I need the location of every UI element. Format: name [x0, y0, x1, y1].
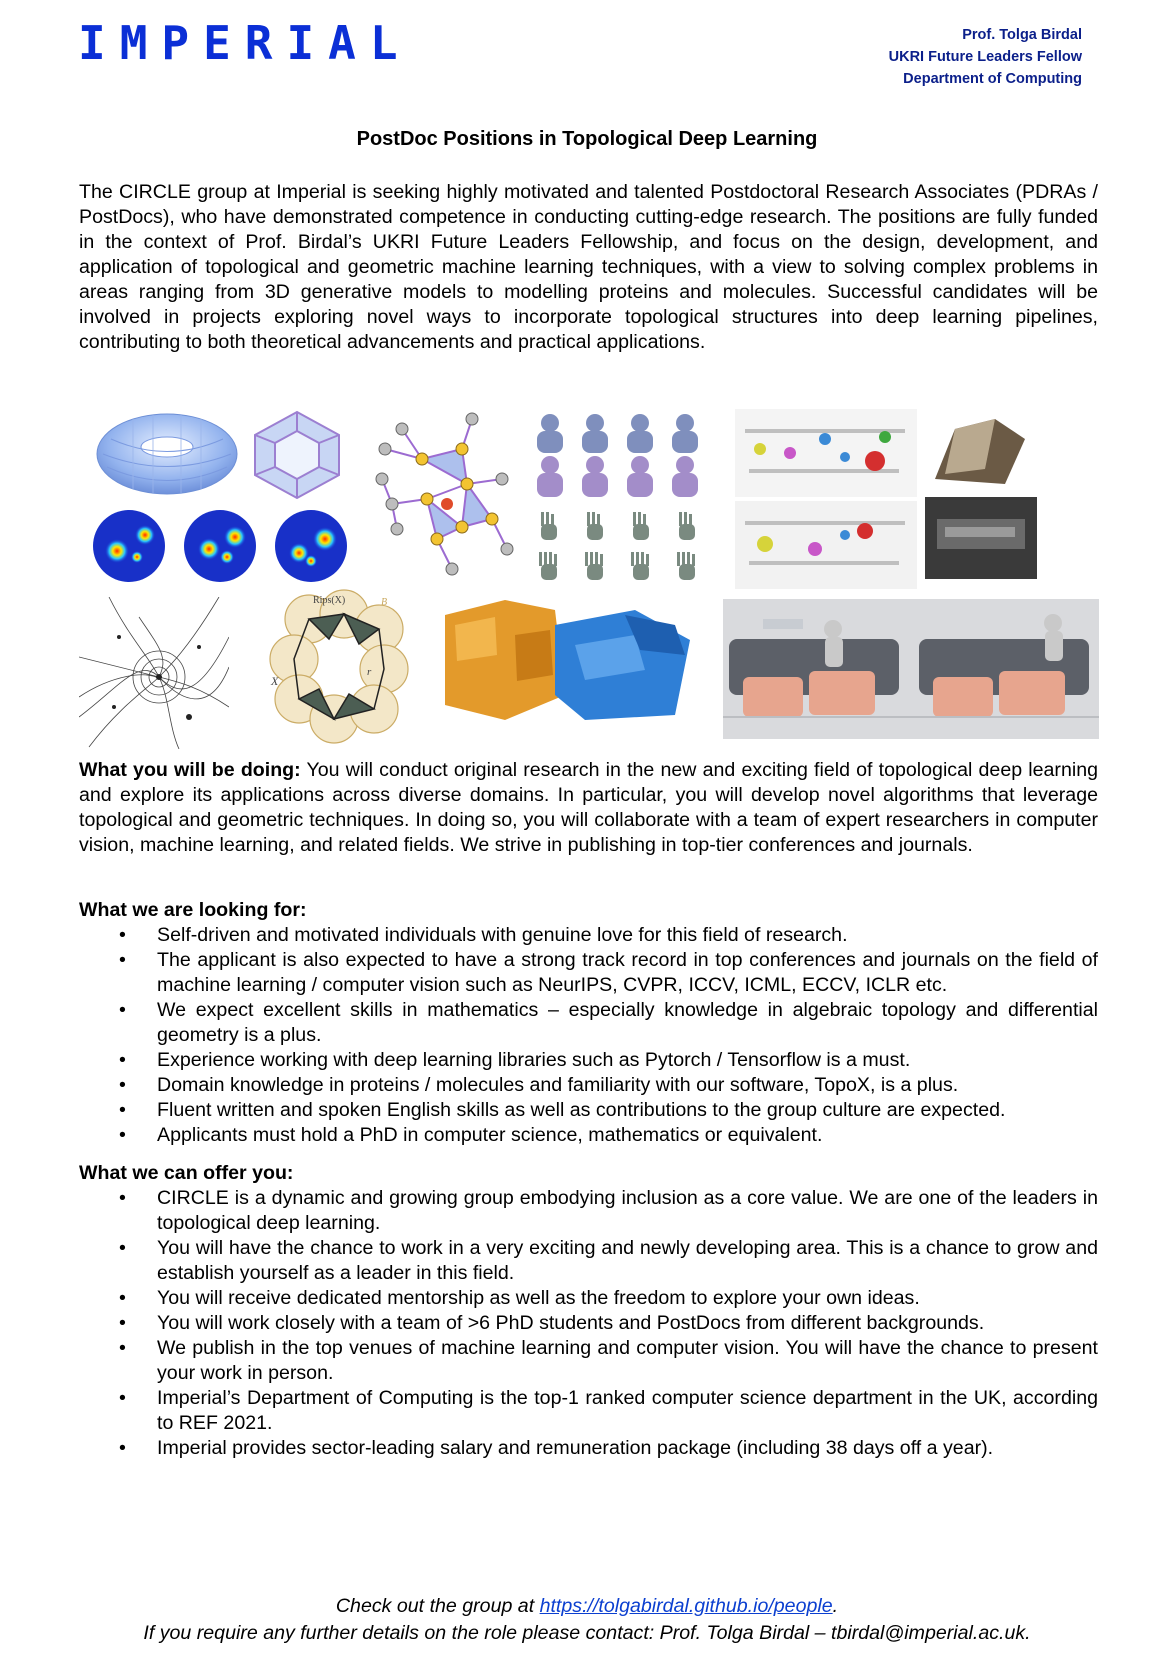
author-department: Department of Computing: [903, 71, 1082, 87]
x-label: X: [271, 674, 279, 688]
simplicial-complex-figure: [367, 409, 517, 589]
looking-list: [79, 923, 1098, 1148]
bullet-icon: •: [119, 999, 126, 1021]
list-item: • Experience working with deep learning libraries such as Pytorch / Tensorflow is a must.: [119, 1049, 911, 1071]
list-item: • Imperial’s Department of Computing is the top-1 ranked computer science department in the UK, according to REF 2021.: [119, 1387, 1098, 1434]
list-item: • Applicants must hold a PhD in computer science, mathematics or equivalent.: [119, 1124, 823, 1146]
author-name: Prof. Tolga Birdal: [962, 27, 1082, 43]
list-item: • The applicant is also expected to have a strong track record in top conferences and journals on the field of machine learning / computer vision such as NeurIPS, CVPR, ICCV, ICML, ECCV, ICLR etc.: [119, 949, 1098, 996]
author-block: [889, 24, 1082, 90]
room-scan-figure: [925, 409, 1037, 579]
human-meshes-figure: [525, 409, 713, 501]
offer-list: [79, 1186, 1098, 1461]
looking-section: [79, 898, 1098, 1148]
page-title: PostDoc Positions in Topological Deep Learning: [356, 128, 818, 150]
bullet-icon: •: [119, 1437, 126, 1459]
b-label: B: [381, 597, 388, 608]
hand-meshes-figure: [527, 507, 713, 587]
list-item: • We expect excellent skills in mathematics – especially knowledge in algebraic topology and differential geometry is a plus.: [119, 999, 1098, 1046]
point-cloud-scenes-figure: [735, 409, 917, 589]
bullet-icon: •: [119, 949, 126, 971]
imperial-logo: IMPERIAL: [78, 16, 412, 70]
sofa-scenes-figure: [723, 599, 1099, 739]
bullet-icon: •: [119, 1287, 126, 1309]
rips-complex-figure: [269, 589, 409, 749]
doing-text: You will conduct original research in the new and exciting field of topological deep learning and explore its applications across diverse domains. In particular, you will develop novel algorithms that leverage topological and geometric techniques. In doing so, you will collaborate with a team of expert researchers in computer vision, machine learning, and related fields. We strive in publishing in top-tier conferences and journals.: [79, 759, 1098, 856]
bullet-icon: •: [119, 1049, 126, 1071]
bullet-icon: •: [119, 1312, 126, 1334]
list-item: • CIRCLE is a dynamic and growing group embodying inclusion as a core value. We are one of the leaders in topological deep learning.: [119, 1187, 1098, 1234]
intro-paragraph: The CIRCLE group at Imperial is seeking highly motivated and talented Postdoctoral Research Associates (PDRAs / PostDocs), who have demonstrated competence in conducting cutting-edge research. The positions are fully funded in the context of Prof. Birdal’s UKRI Future Leaders Fellowship, and focus on the design, development, and application of topological and geometric machine learning techniques, with a view to solving complex problems in areas ranging from 3D generative models to modelling proteins and molecules. Successful candidates will be involved in projects exploring novel ways to incorporate topological structures into deep learning pipelines, contributing to both theoretical advancements and practical applications.: [79, 181, 1098, 353]
bullet-icon: •: [119, 924, 126, 946]
list-item: • You will receive dedicated mentorship as well as the freedom to explore your own ideas.: [119, 1287, 920, 1309]
field-lines-figure: [79, 597, 229, 749]
figure-collage: [79, 409, 1099, 779]
voxel-scene-figure: [435, 595, 695, 725]
offer-section: [79, 1161, 1098, 1461]
offer-heading: What we can offer you:: [79, 1162, 294, 1184]
doing-section: [79, 758, 1098, 858]
bullet-icon: •: [119, 1187, 126, 1209]
bullet-icon: •: [119, 1099, 126, 1121]
rips-label: Rips(X): [313, 595, 346, 606]
torus-figure: [93, 409, 241, 499]
doing-heading: What you will be doing:: [79, 759, 301, 781]
looking-heading: What we are looking for:: [79, 899, 307, 921]
polyhedron-figure: [247, 409, 347, 501]
list-item: • Domain knowledge in proteins / molecules and familiarity with our software, TopoX, is a plus.: [119, 1074, 959, 1096]
footer: [0, 1593, 1174, 1647]
heatmap-disks-figure: [89, 505, 351, 587]
list-item: • We publish in the top venues of machine learning and computer vision. You will have the chance to present your work in person.: [119, 1337, 1098, 1384]
list-item: • Self-driven and motivated individuals with genuine love for this field of research.: [119, 924, 848, 946]
bullet-icon: •: [119, 1387, 126, 1409]
footer-line-1: Check out the group at https://tolgabirdal.github.io/people.: [335, 1595, 839, 1617]
author-fellowship: UKRI Future Leaders Fellow: [888, 49, 1082, 65]
bullet-icon: •: [119, 1237, 126, 1259]
r-label: r: [367, 666, 372, 678]
list-item: • Fluent written and spoken English skills as well as contributions to the group culture are expected.: [119, 1099, 1006, 1121]
footer-line-2: If you require any further details on the role please contact: Prof. Tolga Birdal – tbirdal@imperial.ac.uk.: [143, 1622, 1031, 1644]
bullet-icon: •: [119, 1337, 126, 1359]
bullet-icon: •: [119, 1074, 126, 1096]
list-item: • You will work closely with a team of >6 PhD students and PostDocs from different backgrounds.: [119, 1312, 985, 1334]
list-item: • Imperial provides sector-leading salary and remuneration package (including 38 days off a year).: [119, 1437, 994, 1459]
group-link[interactable]: https://tolgabirdal.github.io/people: [539, 1595, 833, 1617]
list-item: • You will have the chance to work in a very exciting and newly developing area. This is a chance to grow and establish yourself as a leader in this field.: [119, 1237, 1098, 1284]
bullet-icon: •: [119, 1124, 126, 1146]
